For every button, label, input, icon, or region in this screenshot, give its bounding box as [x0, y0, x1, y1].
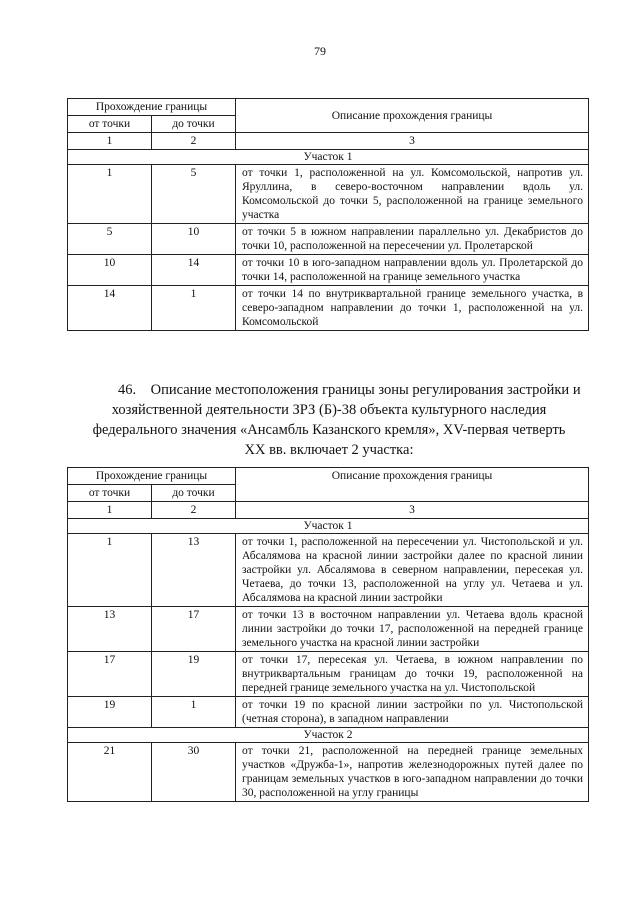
header-boundary-passage: Прохождение границы	[68, 468, 236, 485]
header-from-point: от точки	[68, 116, 152, 133]
header-col-number-3: 3	[236, 502, 589, 519]
header-description: Описание прохождения границы	[236, 99, 589, 133]
section-title: Участок 2	[68, 728, 589, 743]
to-point-cell: 1	[152, 697, 236, 728]
table-row	[68, 607, 589, 652]
from-point-cell: 14	[68, 286, 152, 331]
heading-line: хозяйственной деятельности ЗРЗ (Б)-38 объекта культурного наследия	[111, 402, 547, 418]
header-col-number-1: 1	[68, 502, 152, 519]
header-boundary-passage: Прохождение границы	[68, 99, 236, 116]
table-row	[68, 697, 589, 728]
boundary-table-1	[67, 98, 589, 331]
from-point-cell: 1	[68, 165, 152, 224]
heading-line: 46. Описание местоположения границы зоны регулирования застройки и	[118, 382, 581, 398]
section-title: Участок 1	[68, 150, 589, 165]
to-point-cell: 30	[152, 743, 236, 802]
description-cell: от точки 19 по красной линии застройки по ул. Чистопольской (четная сторона), в западном направлении	[236, 697, 589, 728]
section-heading	[78, 380, 580, 460]
description-cell: от точки 5 в южном направлении параллельно ул. Декабристов до точки 10, расположенной на пересечении ул. Пролетарской	[236, 224, 589, 255]
table-row	[68, 652, 589, 697]
heading-line: XX вв. включает 2 участка:	[244, 442, 414, 458]
header-col-number-3: 3	[236, 133, 589, 150]
to-point-cell: 14	[152, 255, 236, 286]
header-from-point: от точки	[68, 485, 152, 502]
section-title: Участок 1	[68, 519, 589, 534]
description-cell: от точки 14 по внутриквартальной границе земельного участка, в северо-западном направлении до точки 1, расположенной на ул. Комсомольской	[236, 286, 589, 331]
header-description: Описание прохождения границы	[236, 468, 589, 502]
description-cell: от точки 1, расположенной на пересечении ул. Чистопольской и ул. Абсалямова на красной линии застройки далее по красной линии застройки ул. Абсалямова в северном направлении, пересекая ул. Четаева, до точки 13, расположенной на углу ул. Четаева и ул. Абсалямова на красной линии застройки	[236, 534, 589, 607]
from-point-cell: 5	[68, 224, 152, 255]
header-to-point: до точки	[152, 485, 236, 502]
to-point-cell: 13	[152, 534, 236, 607]
to-point-cell: 19	[152, 652, 236, 697]
table-row	[68, 224, 589, 255]
page-number: 79	[314, 44, 326, 58]
from-point-cell: 19	[68, 697, 152, 728]
table-row	[68, 165, 589, 224]
from-point-cell: 1	[68, 534, 152, 607]
description-cell: от точки 17, пересекая ул. Четаева, в южном направлении по внутриквартальным границам до точки 19, расположенной на передней границе земельного участка на ул. Чистопольской	[236, 652, 589, 697]
to-point-cell: 10	[152, 224, 236, 255]
table-row	[68, 534, 589, 607]
header-col-number-2: 2	[152, 133, 236, 150]
to-point-cell: 1	[152, 286, 236, 331]
to-point-cell: 17	[152, 607, 236, 652]
description-cell: от точки 1, расположенной на ул. Комсомольской, напротив ул. Яруллина, в северо-восточном направлении вдоль ул. Комсомольской до точки 5, расположенной на границе земельного участка	[236, 165, 589, 224]
from-point-cell: 17	[68, 652, 152, 697]
description-cell: от точки 13 в восточном направлении ул. Четаева вдоль красной линии застройки до точки 17, расположенной на передней границе земельного участка на красной линии застройки	[236, 607, 589, 652]
boundary-table-2	[67, 467, 589, 802]
header-col-number-2: 2	[152, 502, 236, 519]
header-col-number-1: 1	[68, 133, 152, 150]
table-row	[68, 286, 589, 331]
from-point-cell: 13	[68, 607, 152, 652]
header-to-point: до точки	[152, 116, 236, 133]
from-point-cell: 21	[68, 743, 152, 802]
table-row	[68, 743, 589, 802]
heading-line: федерального значения «Ансамбль Казанского кремля», XV-первая четверть	[92, 422, 566, 438]
table-row	[68, 255, 589, 286]
description-cell: от точки 10 в юго-западном направлении вдоль ул. Пролетарской до точки 14, расположенной на границе земельного участка	[236, 255, 589, 286]
from-point-cell: 10	[68, 255, 152, 286]
to-point-cell: 5	[152, 165, 236, 224]
description-cell: от точки 21, расположенной на передней границе земельных участков «Дружба-1», напротив железнодорожных путей далее по границам земельных участков в юго-западном направлении до точки 30, расположенной на углу границы	[236, 743, 589, 802]
